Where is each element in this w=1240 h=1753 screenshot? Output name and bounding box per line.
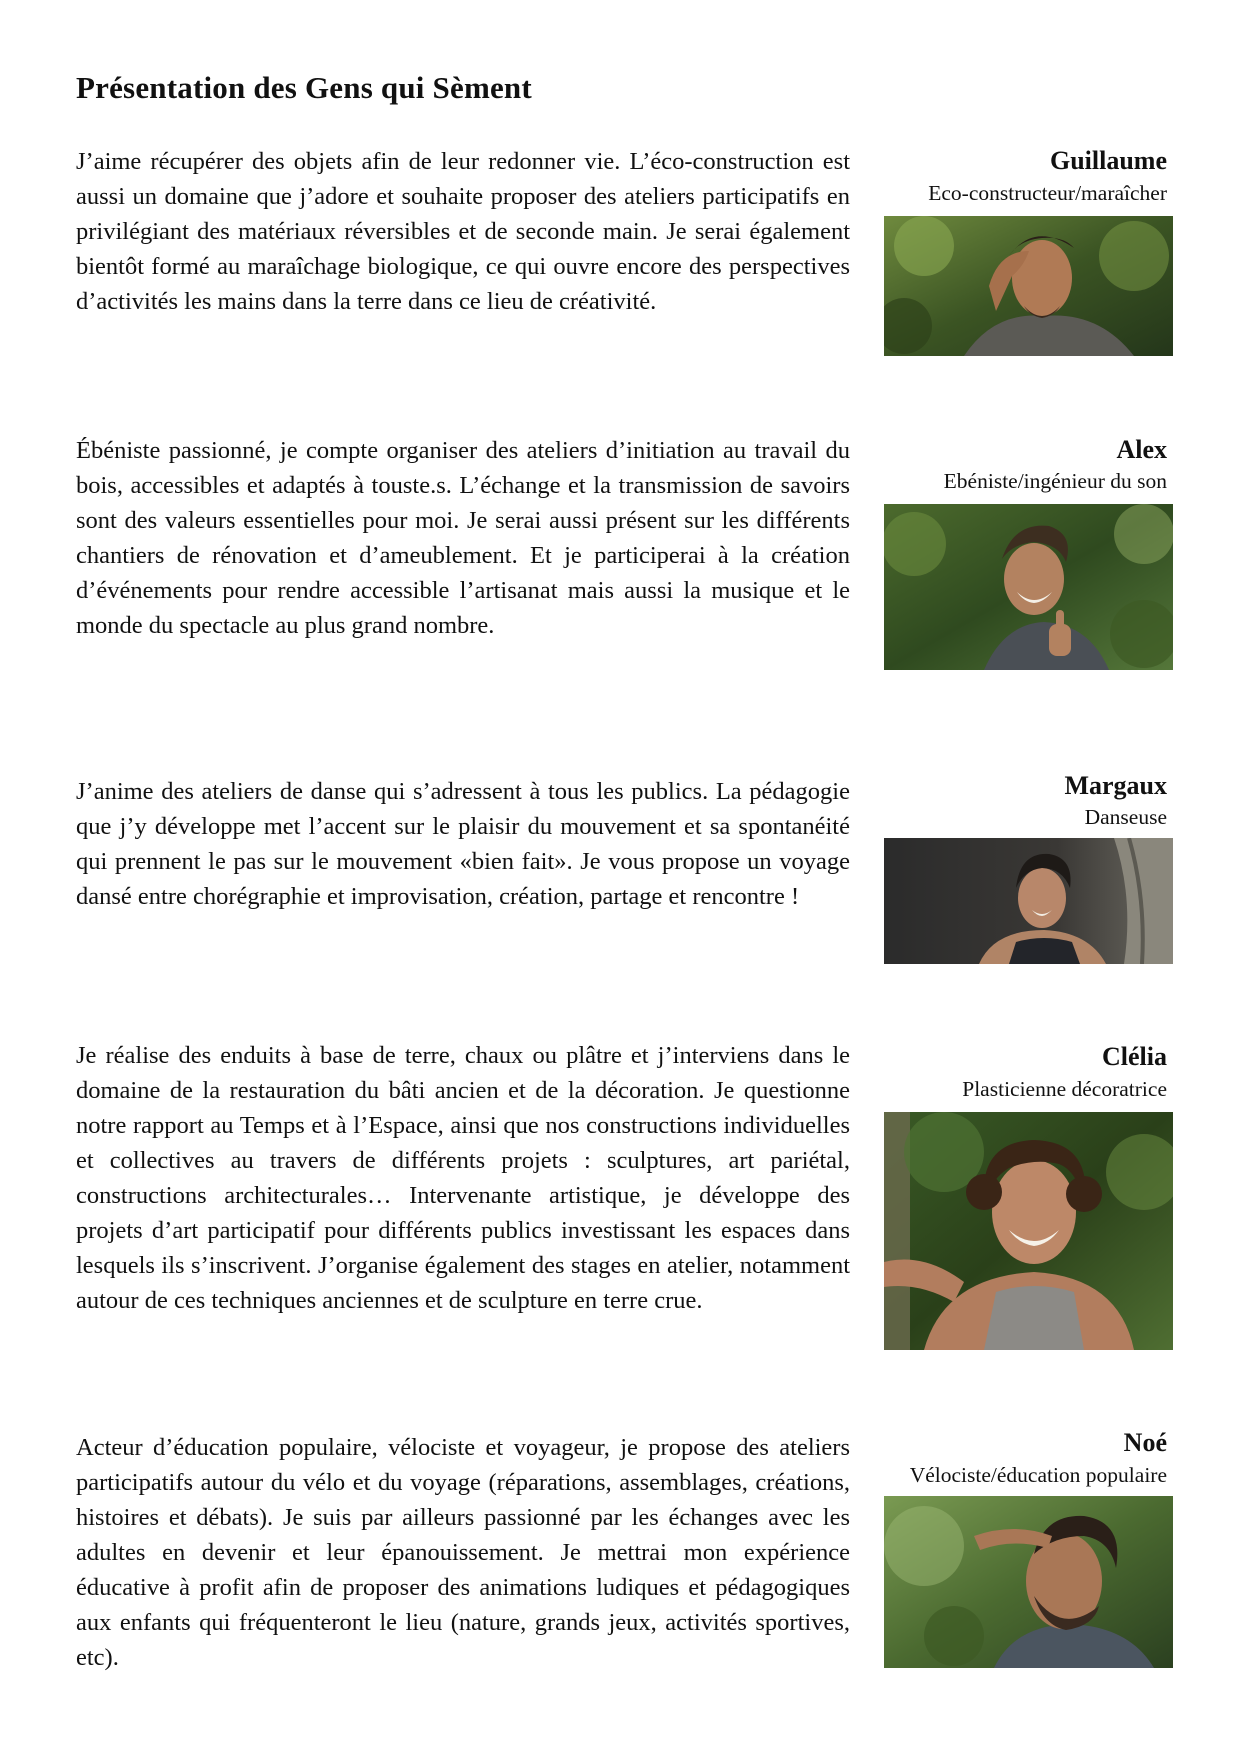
portrait-photo — [884, 504, 1173, 670]
person-bio: Acteur d’éducation populaire, vélociste et voyageur, je propose des ateliers participatifs autour du vélo et du voyage (réparations, assemblages, créations, histoires et débats). Je suis par ailleurs passionné par les échanges avec les adultes en devenir et leur épanouissement. Je mettrai mon expérience éducative à profit afin de proposer des animations ludiques et pédagogiques aux enfants qui fréquenteront le lieu (nature, grands jeux, activités sportives, etc). — [76, 1434, 850, 1671]
person-name: Noé — [1123, 1428, 1167, 1457]
page-title: Présentation des Gens qui Sèment — [76, 70, 532, 105]
person-role: Vélociste/éducation populaire — [909, 1463, 1167, 1487]
person-role: Danseuse — [1084, 805, 1167, 829]
person-role: Eco-constructeur/maraîcher — [928, 181, 1167, 205]
person-bio: J’anime des ateliers de danse qui s’adressent à tous les publics. La pédagogie que j’y développe met l’accent sur le plaisir du mouvement et sa spontanéité qui prennent le pas sur le mouvement «bien fait». Je vous propose un voyage dansé entre chorégraphie et improvisation, création, partage et rencontre ! — [76, 778, 850, 910]
person-bio: Je réalise des enduits à base de terre, chaux ou plâtre et j’interviens dans le domaine de la restauration du bâti ancien et de la décoration. Je questionne notre rapport au Temps et à l’Espace, ainsi que nos constructions individuelles et collectives au travers de différents projets : sculptures, art pariétal, constructions architecturales… Intervenante artistique, je développe des projets d’art participatif pour différents publics investissant les espaces dans lesquels ils s’inscrivent. J’organise également des stages en atelier, notamment autour de ces techniques anciennes et de sculpture en terre crue. — [76, 1042, 850, 1314]
portrait-photo — [884, 1496, 1173, 1668]
portrait-photo — [884, 216, 1173, 356]
person-name: Alex — [1116, 435, 1167, 464]
person-role: Ebéniste/ingénieur du son — [943, 469, 1167, 493]
person-role: Plasticienne décoratrice — [962, 1077, 1167, 1101]
portrait-photo — [884, 1112, 1173, 1350]
person-name: Margaux — [1064, 771, 1167, 800]
person-name: Guillaume — [1049, 146, 1167, 175]
portrait-photo — [884, 838, 1173, 964]
person-name: Clélia — [1102, 1042, 1167, 1071]
person-bio: J’aime récupérer des objets afin de leur redonner vie. L’éco-construction est aussi un domaine que j’adore et souhaite proposer des ateliers participatifs en privilégiant des matériaux réversibles et de seconde main. Je serai également bientôt formé au maraîchage biologique, ce qui ouvre encore des perspectives d’activités les mains dans la terre dans ce lieu de créativité. — [76, 148, 850, 315]
person-bio: Ébéniste passionné, je compte organiser des ateliers d’initiation au travail du bois, accessibles et adaptés à touste.s. L’échange et la transmission de savoirs sont des valeurs essentielles pour moi. Je serai aussi présent sur les différents chantiers de rénovation et d’ameublement. Et je participerai à la création d’événements pour rendre accessible l’artisanat mais aussi la musique et le monde du spectacle au plus grand nombre. — [76, 437, 850, 639]
